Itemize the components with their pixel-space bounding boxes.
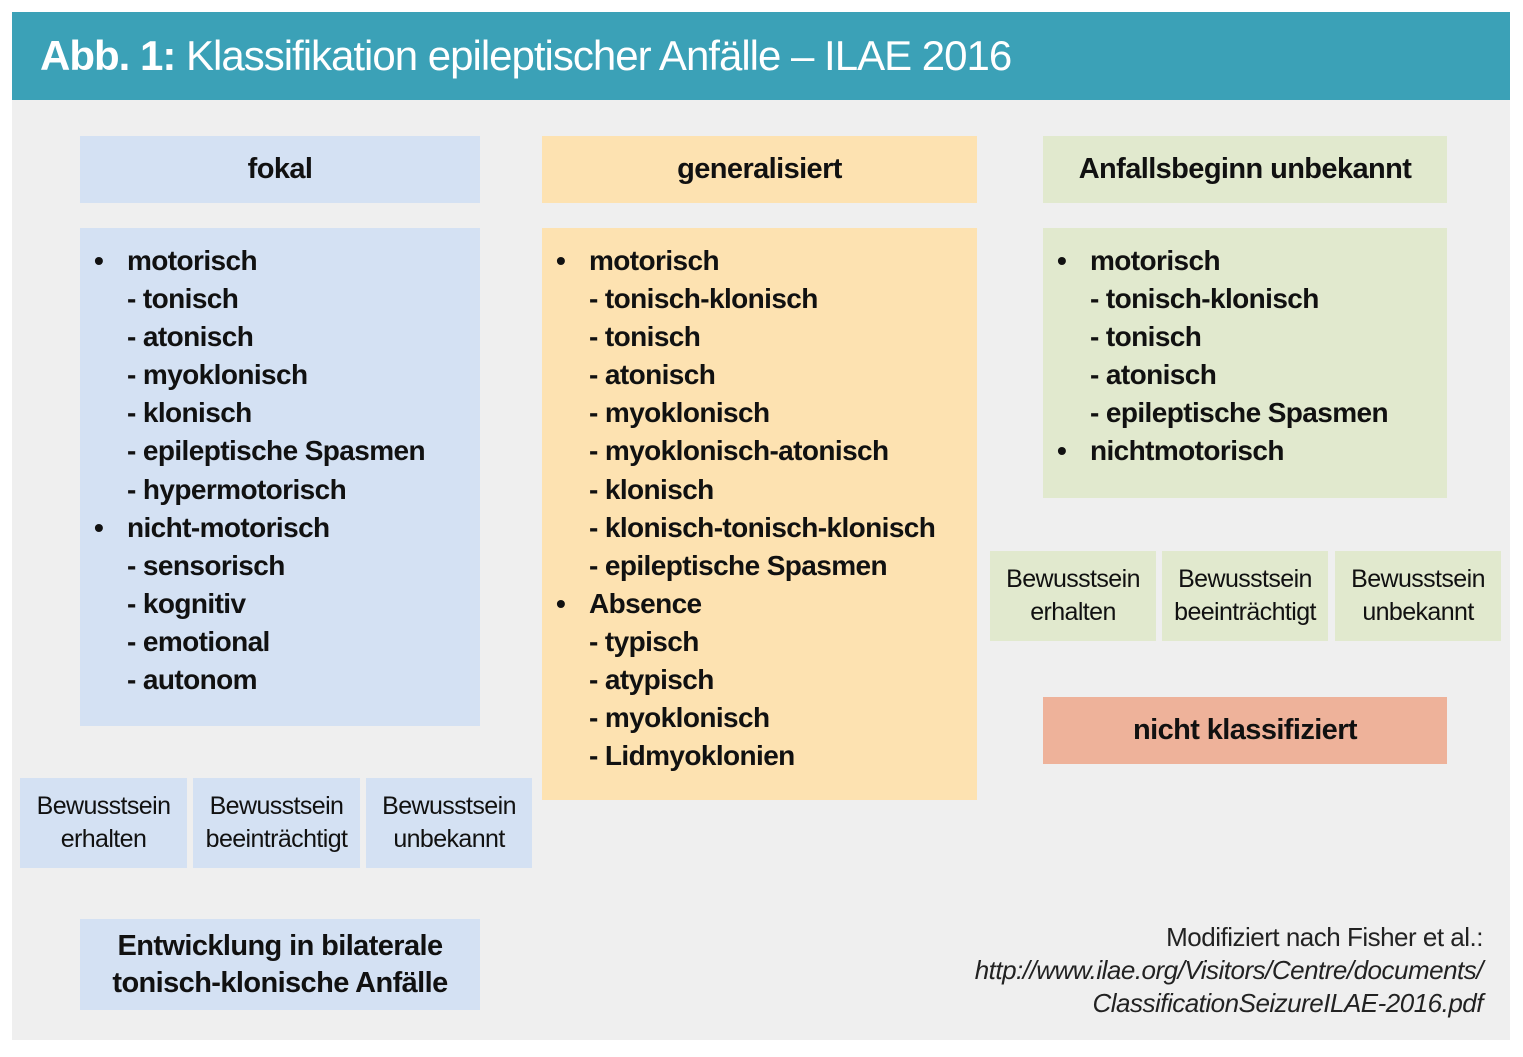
- title-text: Klassifikation epileptischer Anfälle – ILAE 2016: [175, 32, 1012, 79]
- list-category: • motorisch: [542, 242, 977, 280]
- list-subitem: - kognitiv: [127, 587, 246, 619]
- list-subitem: - tonisch: [127, 283, 239, 315]
- list-subitem: - sensorisch: [127, 549, 285, 581]
- list-subitem: - autonom: [127, 664, 257, 696]
- awareness-box: Bewusstsein unbekannt: [366, 778, 532, 868]
- list-subitem: - typisch: [589, 625, 699, 657]
- list-subitem: - klonisch-tonisch-klonisch: [589, 511, 936, 543]
- list-category: • nicht-motorisch: [80, 509, 480, 547]
- citation-url: ClassificationSeizureILAE-2016.pdf: [1092, 988, 1483, 1018]
- list-category: • Absence: [542, 585, 977, 623]
- list-subitem: - Lidmyoklonien: [589, 740, 795, 772]
- list-subitem: - myoklonisch-atonisch: [589, 435, 889, 467]
- heading-unbekannt: Anfallsbeginn unbekannt: [1043, 136, 1447, 203]
- citation: [975, 921, 1483, 1020]
- list-subitem: - myoklonisch: [589, 397, 770, 429]
- bilateral-box: Entwicklung in bilaterale tonisch-klonische Anfälle: [80, 919, 480, 1010]
- list-subitem: - atypisch: [589, 664, 714, 696]
- list-subitem: - tonisch-klonisch: [1090, 283, 1319, 315]
- list-subitem: - atonisch: [1090, 359, 1217, 391]
- list-subitem: - myoklonisch: [127, 359, 308, 391]
- list-category: • nichtmotorisch: [1043, 432, 1447, 470]
- list-subitem: - atonisch: [127, 321, 254, 353]
- list-subitem: - klonisch: [127, 397, 252, 429]
- list-category: • motorisch: [1043, 242, 1447, 280]
- figure-title: [12, 12, 1510, 100]
- citation-url: http://www.ilae.org/Visitors/Centre/documents/: [974, 955, 1483, 985]
- list-subitem: - epileptische Spasmen: [127, 435, 426, 467]
- list-subitem: - tonisch-klonisch: [589, 283, 818, 315]
- citation-text: Modifiziert nach Fisher et al.:: [1166, 922, 1483, 952]
- list-unbekannt: [1043, 228, 1447, 498]
- awareness-box: Bewusstsein erhalten: [990, 551, 1156, 641]
- awareness-box: Bewusstsein beeinträchtigt: [1162, 551, 1328, 641]
- list-subitem: - epileptische Spasmen: [589, 549, 888, 581]
- list-subitem: - emotional: [127, 625, 270, 657]
- list-subitem: - myoklonisch: [589, 702, 770, 734]
- unclassified-box: nicht klassifiziert: [1043, 697, 1447, 764]
- awareness-box: Bewusstsein beeinträchtigt: [193, 778, 360, 868]
- list-subitem: - klonisch: [589, 473, 714, 505]
- list-subitem: - tonisch: [589, 321, 701, 353]
- heading-generalisiert: generalisiert: [542, 136, 977, 203]
- awareness-box: Bewusstsein unbekannt: [1335, 551, 1501, 641]
- list-subitem: - tonisch: [1090, 321, 1202, 353]
- awareness-box: Bewusstsein erhalten: [20, 778, 187, 868]
- list-fokal: [80, 228, 480, 726]
- list-subitem: - epileptische Spasmen: [1090, 397, 1389, 429]
- title-prefix: Abb. 1:: [40, 32, 176, 79]
- list-subitem: - hypermotorisch: [127, 473, 347, 505]
- list-category: • motorisch: [80, 242, 480, 280]
- list-generalisiert: [542, 228, 977, 800]
- list-subitem: - atonisch: [589, 359, 716, 391]
- heading-fokal: fokal: [80, 136, 480, 203]
